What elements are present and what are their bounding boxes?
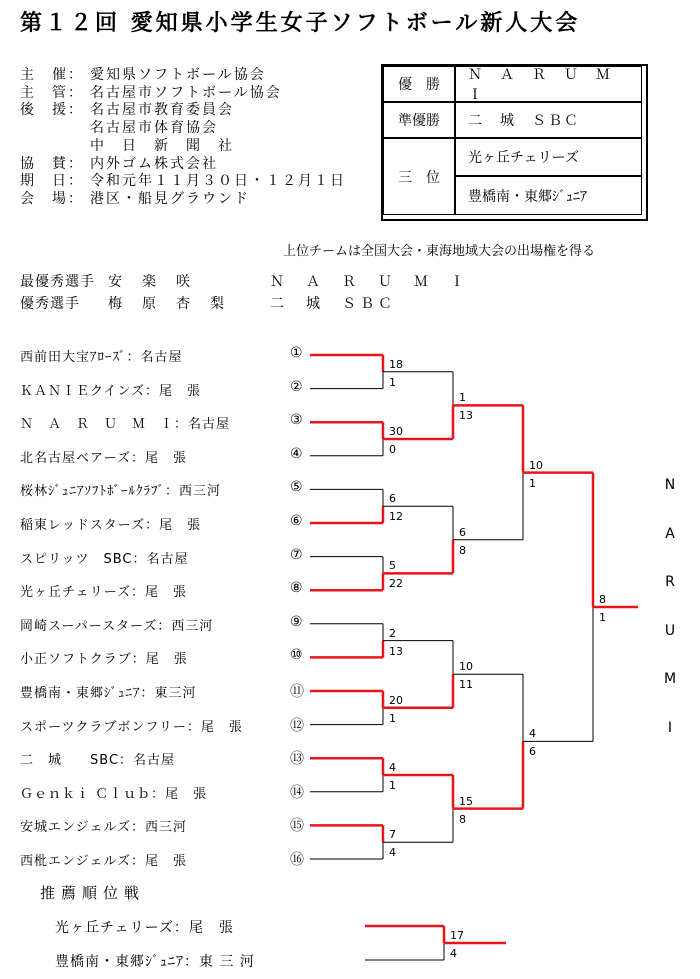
info-key: 後 援： [20,102,84,119]
team-seed: ⑥ [290,513,303,529]
info-value: 名古屋市ソフトボール協会 [90,84,282,101]
info-key: 主 管： [20,84,84,101]
match-score: 18 [389,357,403,371]
info-value: 中 日 新 聞 社 [90,137,234,154]
award-team: 二 城 ＳＢＣ [270,296,396,312]
champion-letter: I [667,719,673,736]
info-value: 内外ゴム株式会社 [90,155,218,172]
champion-letter: U [664,622,676,639]
match-score: 6 [389,492,396,506]
recommend-title: 推薦順位戦 [40,884,146,902]
qualification-note: 上位チームは全国大会・東海地域大会の出場権を得る [283,244,596,259]
match-score: 5 [389,559,396,573]
award-role: 優秀選手 [20,296,80,312]
team-name: 二 城 SBC：名古屋 [20,753,176,769]
runnerup-team: 二 城 ＳＢＣ [455,102,642,138]
match-score: 8 [599,593,606,606]
match-score: 1 [389,375,396,389]
match-score: 6 [529,745,536,759]
match-score: 15 [459,794,473,808]
info-value: 港区・船見グラウンド [90,190,250,207]
match-score: 17 [450,929,464,942]
match-score: 11 [459,678,473,692]
match-score: 1 [599,611,606,624]
team-name: 光ヶ丘チェリーズ：尾 張 [20,585,187,601]
info-value: 名古屋市体育協会 [90,120,218,137]
match-score: 22 [389,577,403,591]
winner-label: 優 勝 [383,66,455,102]
team-name: 小正ソフトクラブ：尾 張 [20,652,188,668]
team-name: ＫＡＮＩＥクインズ：尾 張 [20,383,201,399]
team-seed: ③ [290,412,303,429]
team-seed: ⑦ [290,546,303,563]
match-score: 1 [389,779,396,792]
team-name: 豊橋南・東郷ｼﾞｭﾆｱ：東三河 [20,686,197,701]
info-key: 期 日： [20,173,84,190]
match-score: 13 [389,644,403,658]
team-name: 西前田大宝ｱﾛｰｽﾞ：名古屋 [20,350,183,365]
team-name: 岡崎スーパースターズ：西三河 [20,618,214,634]
info-value: 愛知県ソフトボール協会 [90,67,266,83]
match-score: 4 [389,761,396,774]
award-team: Ｎ Ａ Ｒ Ｕ Ｍ Ｉ [270,274,468,290]
match-score: 7 [389,828,396,842]
team-seed: ⑬ [290,751,304,768]
team-name: 西枇エンジェルズ：尾 張 [20,854,188,869]
award-player: 安 楽 咲 [108,274,193,290]
match-score: 8 [459,812,466,826]
match-score: 10 [459,660,473,674]
match-score: 20 [389,693,403,707]
recommend-team: 豊橋南・東郷ｼﾞｭﾆｱ：東 三 河 [55,954,255,970]
team-name: 桜林ｼﾞｭﾆｱｿﾌﾄﾎﾞｰﾙｸﾗﾌﾞ：西三河 [20,484,222,500]
recommend-team: 光ヶ丘チェリーズ：尾 張 [55,920,234,936]
match-score: 1 [529,476,536,490]
team-seed: ⑩ [290,647,303,664]
info-key: 主 催： [20,67,84,83]
info-value: 令和元年１１月３０日・１２月１日 [90,173,346,190]
match-score: 2 [389,626,396,640]
third-label: 三 位 [383,138,455,215]
third-team-1: 光ヶ丘チェリーズ [455,138,642,176]
team-seed: ⑨ [290,613,303,630]
champion-letter: N [664,477,676,493]
team-seed: ⑤ [290,479,303,496]
match-score: 8 [459,543,466,557]
team-seed: ⑫ [290,717,304,734]
team-name: Ｎ Ａ Ｒ Ｕ Ｍ Ｉ：名古屋 [20,417,231,433]
champion-letter: A [665,525,675,542]
third-team-2: 豊橋南・東郷ｼﾞｭﾆｱ [455,176,642,215]
team-seed: ⑯ [290,852,304,868]
match-score: 12 [389,510,403,524]
match-score: 1 [389,711,396,725]
team-name: スピリッツ SBC：名古屋 [20,551,189,567]
team-seed: ⑮ [290,818,304,835]
team-seed: ⑭ [290,784,304,801]
match-score: 0 [389,443,396,456]
match-score: 6 [459,525,466,539]
info-key: 会 場： [20,190,84,207]
team-seed: ① [290,345,303,361]
champion-letter: M [663,671,677,687]
match-score: 1 [459,391,466,405]
team-seed: ⑧ [290,580,303,597]
award-role: 最優秀選手 [20,274,95,290]
team-name: 稲東レッドスターズ：尾 張 [20,518,202,533]
info-key: 協 賛： [20,155,84,172]
runnerup-label: 準優勝 [383,102,455,138]
match-score: 4 [529,727,536,741]
team-name: Ｇｅｎｋｉ Ｃｌｕｂ：尾 張 [20,786,208,802]
team-seed: ④ [290,445,303,462]
info-value: 名古屋市教育委員会 [90,102,234,119]
award-player: 梅 原 杏 梨 [108,296,227,312]
match-score: 10 [529,458,543,472]
match-score: 13 [459,409,473,423]
champion-letter: R [665,574,675,590]
match-score: 4 [389,846,396,860]
winner-team: Ｎ Ａ Ｒ Ｕ Ｍ Ｉ [455,66,642,102]
team-name: 北名古屋ベアーズ：尾 張 [20,450,187,466]
team-name: スポーツクラブボンフリー：尾 張 [20,719,243,735]
match-score: 30 [389,425,403,438]
page-title: 第１２回 愛知県小学生女子ソフトボール新人大会 [20,11,581,36]
match-score: 4 [450,947,457,960]
team-seed: ② [290,378,303,395]
team-name: 安城エンジェルズ：西三河 [20,820,188,836]
team-seed: ⑪ [290,684,304,700]
